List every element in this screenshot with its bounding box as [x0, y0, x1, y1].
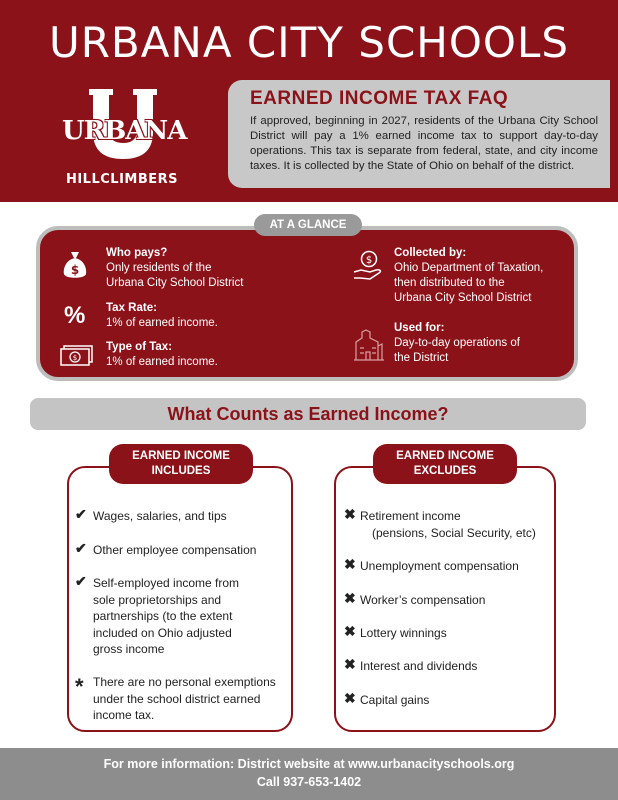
- excludes-panel: [334, 466, 556, 732]
- at-a-glance-panel: [36, 226, 578, 381]
- list-item-line: (pensions, Social Security, etc): [372, 525, 536, 540]
- list-item-line: partnerships (to the extent: [93, 609, 233, 623]
- note-line: There are no personal exemptions: [93, 675, 276, 689]
- earned-income-heading: What Counts as Earned Income?: [30, 398, 586, 430]
- at-a-glance-badge: AT A GLANCE: [254, 214, 362, 236]
- includes-badge: [109, 444, 253, 484]
- faq-intro-box: [228, 80, 610, 188]
- check-icon: ✔: [75, 573, 87, 589]
- list-item-line: Wages, salaries, and tips: [93, 509, 227, 523]
- note-line: income tax.: [93, 708, 155, 722]
- check-icon: ✔: [75, 506, 87, 522]
- used-for-line1: Day-to-day operations of: [394, 337, 520, 349]
- x-mark-icon: ✖: [344, 656, 356, 672]
- collected-by-line3: Urbana City School District: [394, 292, 532, 304]
- list-item-line: Self-employed income from: [93, 576, 240, 590]
- list-item-line: Capital gains: [360, 693, 430, 707]
- collected-by-line2: then distributed to the: [394, 277, 505, 289]
- exemption-note: [93, 674, 276, 724]
- note-line: under the school district earned: [93, 691, 261, 706]
- list-item-line: included on Ohio adjusted: [93, 625, 232, 640]
- footer: [0, 748, 618, 800]
- logo-subtitle: HILLCLIMBERS: [65, 172, 179, 187]
- collected-by-label: Collected by:: [394, 247, 467, 259]
- who-pays-block: [106, 246, 243, 291]
- footer-phone: Call 937-653-1402: [256, 775, 362, 789]
- used-for-label: Used for:: [394, 322, 445, 334]
- list-item-line: Worker’s compensation: [360, 593, 486, 607]
- list-item: [360, 692, 429, 709]
- x-mark-icon: ✖: [344, 506, 356, 522]
- excludes-badge-line1: EARNED INCOME: [396, 450, 494, 462]
- x-mark-icon: ✖: [344, 590, 356, 606]
- x-mark-icon: ✖: [344, 690, 356, 706]
- list-item: [360, 625, 447, 642]
- list-item: [93, 542, 256, 559]
- list-item: [360, 558, 519, 575]
- header-band: [0, 0, 618, 202]
- hand-coin-icon: [352, 250, 386, 282]
- faq-text: If approved, beginning in 2027, residents of the Urbana City School District will pay a 1% earned income tax to support day-to-day operations. This tax is separate from federal, state, and city income taxes. It is collected by the State of Ohio on behalf of the district.: [250, 115, 598, 172]
- money-bag-icon: [62, 250, 88, 280]
- list-item-line: gross income: [93, 642, 165, 656]
- used-for-block: [394, 321, 520, 366]
- footer-website: For more information: District website at www.urbanacityschools.org: [103, 757, 515, 771]
- check-icon: ✔: [75, 540, 87, 556]
- list-item-line: Interest and dividends: [360, 659, 478, 673]
- collected-by-line1: Ohio Department of Taxation,: [394, 262, 544, 274]
- list-item: [360, 592, 485, 609]
- type-of-tax-label: Type of Tax:: [106, 341, 173, 353]
- type-of-tax-block: [106, 340, 218, 370]
- list-item: [93, 575, 239, 658]
- type-of-tax-value: 1% of earned income.: [106, 356, 218, 368]
- svg-text:$: $: [365, 255, 373, 266]
- who-pays-label: Who pays?: [106, 247, 168, 259]
- percent-icon: %: [64, 302, 86, 329]
- logo-wordmark: URBANA: [62, 116, 187, 146]
- who-pays-line2: Urbana City School District: [106, 277, 244, 289]
- page-title: URBANA CITY SCHOOLS: [48, 18, 570, 67]
- used-for-line2: the District: [394, 352, 449, 364]
- list-item-line: sole proprietorships and: [93, 592, 222, 607]
- list-item: [360, 658, 477, 675]
- list-item: [93, 508, 227, 525]
- district-logo: [62, 86, 187, 194]
- tax-rate-value: 1% of earned income.: [106, 317, 218, 329]
- x-mark-icon: ✖: [344, 556, 356, 572]
- school-building-icon: [352, 326, 386, 362]
- list-item-line: Retirement income: [360, 509, 461, 523]
- x-mark-icon: ✖: [344, 623, 356, 639]
- excludes-badge-line2: EXCLUDES: [413, 465, 477, 477]
- list-item-line: Lottery winnings: [360, 626, 447, 640]
- asterisk-icon: *: [75, 674, 84, 699]
- who-pays-line1: Only residents of the: [106, 262, 212, 274]
- faq-title: EARNED INCOME TAX FAQ: [250, 88, 509, 109]
- list-item-line: Other employee compensation: [93, 543, 257, 557]
- collected-by-block: [394, 246, 543, 306]
- svg-text:$: $: [72, 354, 78, 362]
- tax-rate-block: [106, 301, 218, 331]
- banknote-icon: [60, 345, 94, 367]
- includes-badge-line2: INCLUDES: [151, 465, 211, 477]
- excludes-badge: [373, 444, 517, 484]
- list-item: [360, 508, 536, 541]
- includes-panel: [67, 466, 293, 732]
- tax-rate-label: Tax Rate:: [106, 302, 157, 314]
- includes-badge-line1: EARNED INCOME: [132, 450, 230, 462]
- list-item-line: Unemployment compensation: [360, 559, 519, 573]
- svg-text:$: $: [70, 263, 80, 277]
